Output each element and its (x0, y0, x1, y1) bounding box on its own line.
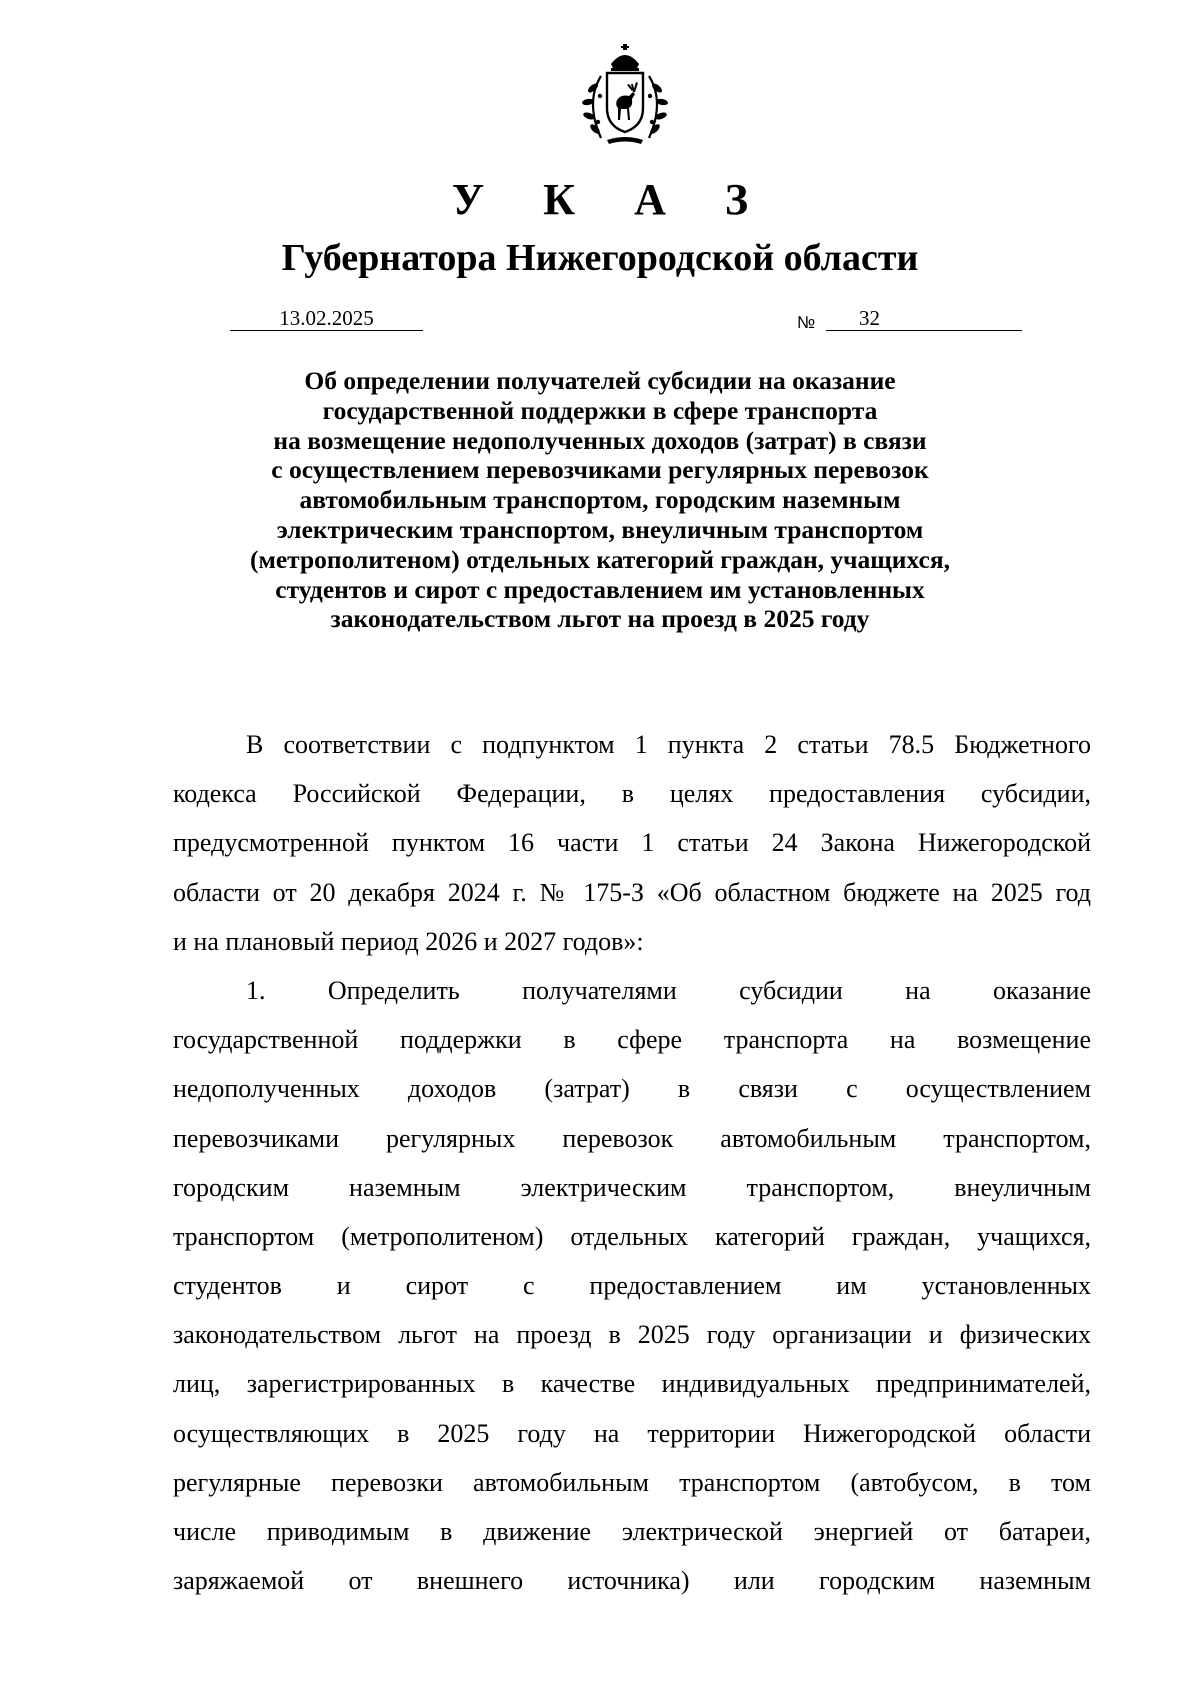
clause-1-line: заряжаемой от внешнего источника) или городским наземным (173, 1566, 1091, 1596)
clause-1-line: регулярные перевозки автомобильным транспортом (автобусом, в том (173, 1467, 1091, 1497)
clause-1-line: городским наземным электрическим транспортом, внеуличным (173, 1172, 1091, 1202)
preamble-line: и на плановый период 2026 и 2027 годов»: (173, 926, 644, 956)
subject-line: автомобильным транспортом, городским наземным (299, 485, 901, 515)
subject-line: законодательством льгот на проезд в 2025 году (330, 604, 870, 634)
document-body (173, 720, 1091, 1605)
coat-of-arms-emblem (571, 42, 679, 150)
issuing-authority: Губернатора Нижегородской области (281, 237, 919, 279)
subject-line: (метрополитеном) отдельных категорий граждан, учащихся, (249, 544, 950, 574)
clause-1-line: осуществляющих в 2025 году на территории Нижегородской области (173, 1418, 1091, 1448)
document-number: 32 (859, 306, 880, 330)
subject-line: электрическим транспортом, внеуличным транспортом (276, 514, 924, 544)
clause-1-line: транспортом (метрополитеном) отдельных категорий граждан, учащихся, (173, 1221, 1091, 1251)
preamble-line: предусмотренной пунктом 16 части 1 статьи 24 Закона Нижегородской (173, 828, 1091, 858)
number-sign: № (797, 313, 816, 332)
preamble-line: кодекса Российской Федерации, в целях предоставления субсидии, (173, 779, 1091, 809)
document-type-title: У К А З (451, 175, 773, 224)
subject-line: государственной поддержки в сфере транспорта (322, 395, 878, 425)
preamble-line: В соответствии с подпунктом 1 пункта 2 статьи 78.5 Бюджетного (246, 730, 1091, 759)
clause-1-line: лиц, зарегистрированных в качестве индивидуальных предпринимателей, (173, 1369, 1091, 1399)
clause-1-line: числе приводимым в движение электрической энергией от батареи, (173, 1517, 1091, 1546)
document-subject (0, 366, 1200, 634)
subject-line: студентов и сирот с предоставлением им установленных (275, 574, 925, 604)
preamble-line: области от 20 декабря 2024 г. № 175-З «Об областном бюджете на 2025 год (173, 877, 1091, 907)
subject-line: на возмещение недополученных доходов (затрат) в связи (273, 425, 927, 455)
clause-1-line: студентов и сирот с предоставлением им установленных (173, 1271, 1091, 1301)
document-number-field (826, 308, 1022, 331)
subject-line: с осуществлением перевозчиками регулярных перевозок (271, 455, 929, 485)
clause-1-line: недополученных доходов (затрат) в связи с осуществлением (173, 1074, 1091, 1104)
clause-1-line: государственной поддержки в сфере транспорта на возмещение (173, 1025, 1091, 1055)
subject-line: Об определении получателей субсидии на оказание (304, 366, 896, 395)
clause-1-line: законодательством льгот на проезд в 2025 году организации и физических (173, 1320, 1091, 1350)
clause-1-line: 1. Определить получателями субсидии на оказание (246, 975, 1091, 1005)
clause-1-line: перевозчиками регулярных перевозок автомобильным транспортом, (173, 1123, 1091, 1153)
document-date: 13.02.2025 (230, 308, 423, 331)
